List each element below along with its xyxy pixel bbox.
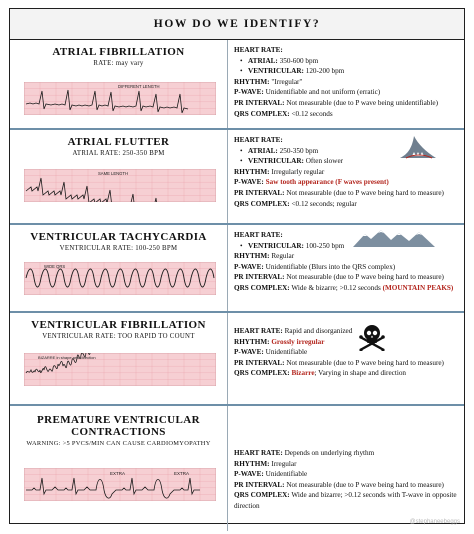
strip-annotation: EXTRA xyxy=(174,471,190,476)
section-subtitle: VENTRICULAR RATE: 100-250 BPM xyxy=(59,245,178,252)
left-panel xyxy=(10,40,228,128)
field-value: 350-600 bpm xyxy=(279,56,319,65)
left-panel xyxy=(10,313,228,404)
field-value-highlight: Bizarre xyxy=(291,369,315,378)
field-label: RHYTHM: xyxy=(234,77,270,86)
section-subtitle: VENTRICULAR RATE: TOO RAPID TO COUNT xyxy=(42,333,195,340)
field-value: Unidentifiable xyxy=(265,470,308,479)
ecg-strip-vfib xyxy=(24,353,216,386)
field-value: Irregular xyxy=(271,459,297,468)
left-panel xyxy=(10,130,228,223)
field-value: "Irregular" xyxy=(271,77,303,86)
field-label: RHYTHM: xyxy=(234,167,270,176)
left-panel xyxy=(10,225,228,311)
field-label: PR INTERVAL: xyxy=(234,188,285,197)
field-value: Irregularly regular xyxy=(271,167,325,176)
section-title: ATRIAL FLUTTER xyxy=(67,136,170,148)
field-label: P-WAVE: xyxy=(234,348,264,357)
field-label: RHYTHM: xyxy=(234,252,270,261)
field-value: Often slower xyxy=(305,157,344,166)
field-value: Depends on underlying rhythm xyxy=(284,449,375,457)
field-label: QRS COMPLEX: xyxy=(234,199,290,208)
section-ventricular-fibrillation xyxy=(10,313,464,406)
section-subtitle: WARNING: >5 PVCS/MIN CAN CAUSE CARDIOMYOPATHY xyxy=(26,440,211,447)
field-label: PR INTERVAL: xyxy=(234,273,285,282)
skull-crossbones-icon xyxy=(358,323,386,355)
field-label: HEART RATE: xyxy=(234,327,283,335)
right-panel xyxy=(228,130,464,223)
field-value: Not measurable (due to P wave being hard to measure) xyxy=(286,273,444,282)
field-label: RHYTHM: xyxy=(234,337,270,346)
field-label: HEART RATE: xyxy=(234,231,283,239)
field-label: P-WAVE: xyxy=(234,88,264,97)
field-value-highlight: (MOUNTAIN PEAKS) xyxy=(382,283,454,292)
field-label: VENTRICULAR: xyxy=(248,157,304,166)
strip-annotation: EXTRA xyxy=(110,471,126,476)
section-subtitle: RATE: may vary xyxy=(93,60,144,67)
field-value: Unidentifiable and not uniform (erratic) xyxy=(265,88,381,97)
field-label: HEART RATE: xyxy=(234,46,283,54)
field-value: Regular xyxy=(271,252,295,261)
field-label: QRS COMPLEX: xyxy=(234,283,290,292)
field-label: PR INTERVAL: xyxy=(234,480,285,489)
field-label: RHYTHM: xyxy=(234,459,270,468)
section-ventricular-tachycardia xyxy=(10,225,464,313)
right-panel xyxy=(228,40,464,128)
field-value: Not measurable (due to P wave being hard to measure) xyxy=(286,358,444,367)
field-label: QRS COMPLEX: xyxy=(234,369,290,378)
strip-annotation: DIFFERENT LENGTH xyxy=(118,84,160,89)
field-label: P-WAVE: xyxy=(234,470,264,479)
field-value: Wide and bizarre; >0.12 seconds with T-wave in opposite direction xyxy=(234,491,457,510)
field-value: 250-350 bpm xyxy=(279,146,319,155)
section-premature-ventricular-contractions xyxy=(10,406,464,531)
field-label: VENTRICULAR: xyxy=(248,241,304,250)
section-atrial-fibrillation xyxy=(10,40,464,130)
identify-sheet xyxy=(9,8,465,524)
field-value: ; Varying in shape and direction xyxy=(314,369,407,378)
mountain-peaks-icon xyxy=(353,228,435,252)
strip-annotation: BIZARRE in shape and direction xyxy=(38,355,96,360)
right-panel xyxy=(228,406,464,531)
field-value: 100-250 bpm xyxy=(305,241,345,250)
section-title-line: PREMATURE VENTRICULAR xyxy=(37,414,200,426)
field-value-highlight: Grossly irregular xyxy=(271,337,325,346)
field-label: VENTRICULAR: xyxy=(248,67,304,76)
ecg-strip-aflutter xyxy=(24,169,216,202)
field-label: HEART RATE: xyxy=(234,136,283,144)
field-label: QRS COMPLEX: xyxy=(234,491,290,500)
field-value: Not measurable (due to P wave being unidentifiable) xyxy=(286,98,438,107)
section-subtitle: ATRIAL RATE: 250-350 BPM xyxy=(72,150,165,157)
section-title-line: CONTRACTIONS xyxy=(71,426,166,438)
page-title: HOW DO WE IDENTIFY? xyxy=(10,9,464,40)
ecg-strip-afib xyxy=(24,82,216,115)
field-label: PR INTERVAL: xyxy=(234,358,285,367)
field-label: P-WAVE: xyxy=(234,262,264,271)
field-value: 120-200 bpm xyxy=(305,67,345,76)
field-value-highlight: Saw tooth appearance (F waves present) xyxy=(265,178,389,187)
strip-annotation: WIDE QRS xyxy=(44,264,66,269)
field-value: Not measurable (due to P wave being hard to measure) xyxy=(286,188,444,197)
right-panel xyxy=(228,225,464,311)
field-label: ATRIAL: xyxy=(248,56,278,65)
field-label: P-WAVE: xyxy=(234,178,264,187)
watermark: @stephaneebeggs xyxy=(409,519,460,525)
field-label: ATRIAL: xyxy=(248,146,278,155)
section-title: VENTRICULAR TACHYCARDIA xyxy=(30,231,207,243)
field-value: Unidentifiable xyxy=(265,348,308,357)
field-value: Wide & bizarre; >0.12 seconds xyxy=(291,283,381,292)
section-title xyxy=(10,414,227,438)
right-panel xyxy=(228,313,464,404)
section-atrial-flutter xyxy=(10,130,464,225)
ecg-strip-vtach xyxy=(24,262,216,295)
shark-fin-icon xyxy=(398,134,438,164)
field-label: HEART RATE: xyxy=(234,449,283,457)
field-value: <0.12 seconds; regular xyxy=(291,199,357,208)
field-value: <0.12 seconds xyxy=(291,109,333,118)
field-value: Not measurable (due to P wave being hard to measure) xyxy=(286,480,444,489)
section-title: ATRIAL FIBRILLATION xyxy=(52,46,185,58)
section-title: VENTRICULAR FIBRILLATION xyxy=(31,319,206,331)
left-panel xyxy=(10,406,228,531)
field-value: Unidentifiable (Blurs into the QRS complex) xyxy=(265,262,396,271)
field-label: QRS COMPLEX: xyxy=(234,109,290,118)
ecg-strip-pvc xyxy=(24,468,216,501)
field-value: Rapid and disorganized xyxy=(284,327,353,335)
field-label: PR INTERVAL: xyxy=(234,98,285,107)
strip-annotation: SAME LENGTH xyxy=(98,171,129,176)
